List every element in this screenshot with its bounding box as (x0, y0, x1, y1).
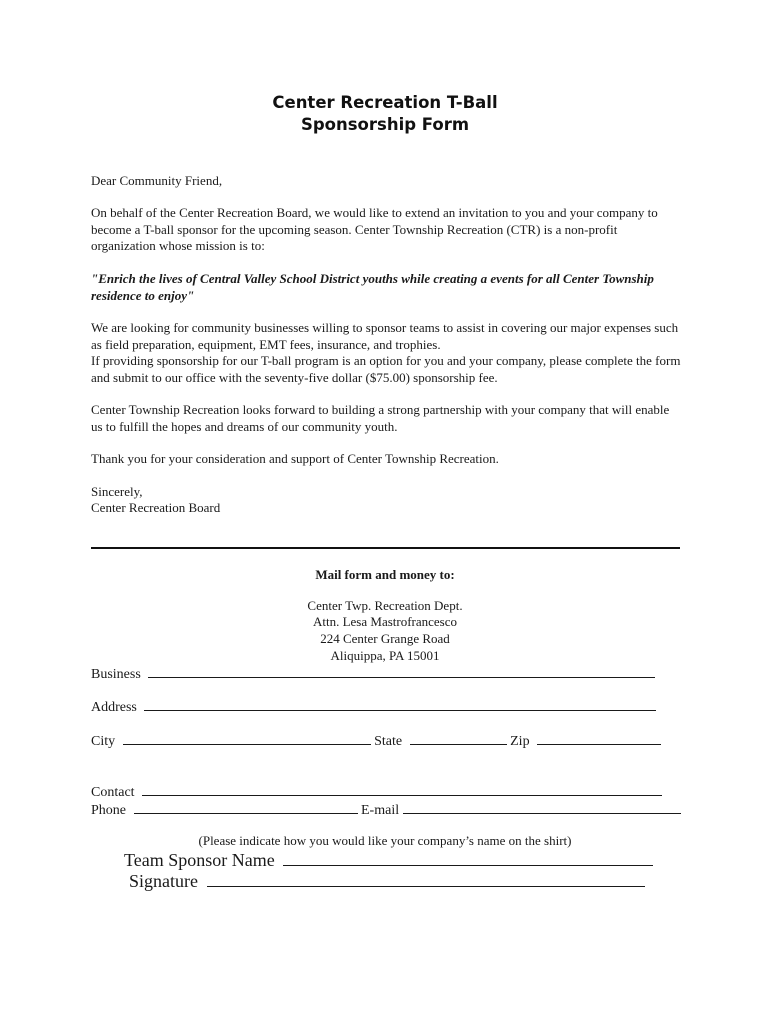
city-state-zip-row (91, 731, 661, 751)
team-sponsor-label: Team Sponsor Name (124, 850, 275, 870)
email-label: E-mail (361, 803, 400, 818)
section-divider (91, 547, 680, 549)
contact-input-line[interactable] (142, 782, 662, 796)
signature-block: Center Recreation Board (91, 500, 221, 515)
mail-heading: Mail form and money to: (315, 567, 455, 582)
phone-email-row (91, 800, 681, 820)
zip-input-line[interactable] (537, 731, 661, 745)
email-input-line[interactable] (403, 800, 681, 814)
mail-address-line4: Aliquippa, PA 15001 (330, 648, 440, 663)
state-input-line[interactable] (410, 731, 507, 745)
address-input-line[interactable] (144, 697, 656, 711)
address-row (91, 697, 656, 717)
city-input-line[interactable] (123, 731, 371, 745)
paragraph-invitation: On behalf of the Center Recreation Board, we would like to extend an invitation to you and your company to become a T-ball sponsor for the upcoming season. Center Township Recreation (CTR) is a non-profit organization whose mission is to: (91, 205, 658, 254)
business-row (91, 664, 655, 684)
contact-row (91, 782, 662, 802)
shirt-note: (Please indicate how you would like your company’s name on the shirt) (198, 833, 572, 848)
team-sponsor-row (124, 849, 653, 871)
paragraph-expenses-line2: If providing sponsorship for our T-ball program is an option for you and your company, please complete the form and submit to our office with the seventy-five dollar ($75.00) sponsorship fee. (91, 353, 681, 385)
paragraph-thanks: Thank you for your consideration and support of Center Township Recreation. (91, 451, 499, 466)
mail-address-line2: Attn. Lesa Mastrofrancesco (312, 614, 458, 629)
zip-label: Zip (510, 734, 530, 749)
paragraph-expenses-line1: We are looking for community businesses willing to sponsor teams to assist in covering our major expenses such as field preparation, equipment, EMT fees, insurance, and trophies. (91, 320, 679, 352)
team-sponsor-input-line[interactable] (283, 849, 653, 866)
address-label: Address (91, 700, 137, 715)
mail-address-line1: Center Twp. Recreation Dept. (307, 598, 463, 613)
signature-label: Signature (129, 871, 198, 891)
closing: Sincerely, (91, 484, 143, 499)
paragraph-expenses (91, 320, 681, 386)
phone-label: Phone (91, 803, 126, 818)
contact-label: Contact (91, 785, 135, 800)
state-label: State (374, 734, 403, 749)
business-input-line[interactable] (148, 664, 655, 678)
city-label: City (91, 734, 116, 749)
signature-input-line[interactable] (207, 870, 645, 887)
mail-address-line3: 224 Center Grange Road (320, 631, 450, 646)
greeting: Dear Community Friend, (91, 173, 223, 188)
business-label: Business (91, 667, 141, 682)
page-title-line1: Center Recreation T-Ball (272, 93, 498, 112)
paragraph-partnership: Center Township Recreation looks forward to building a strong partnership with your company that will enable us to fulfill the hopes and dreams of our community youth. (91, 402, 670, 434)
signature-row (129, 870, 645, 892)
phone-input-line[interactable] (134, 800, 358, 814)
page-title-line2: Sponsorship Form (300, 115, 470, 134)
mission-quote: "Enrich the lives of Central Valley School District youths while creating a events for all Center Township residence to enjoy" (91, 271, 654, 303)
